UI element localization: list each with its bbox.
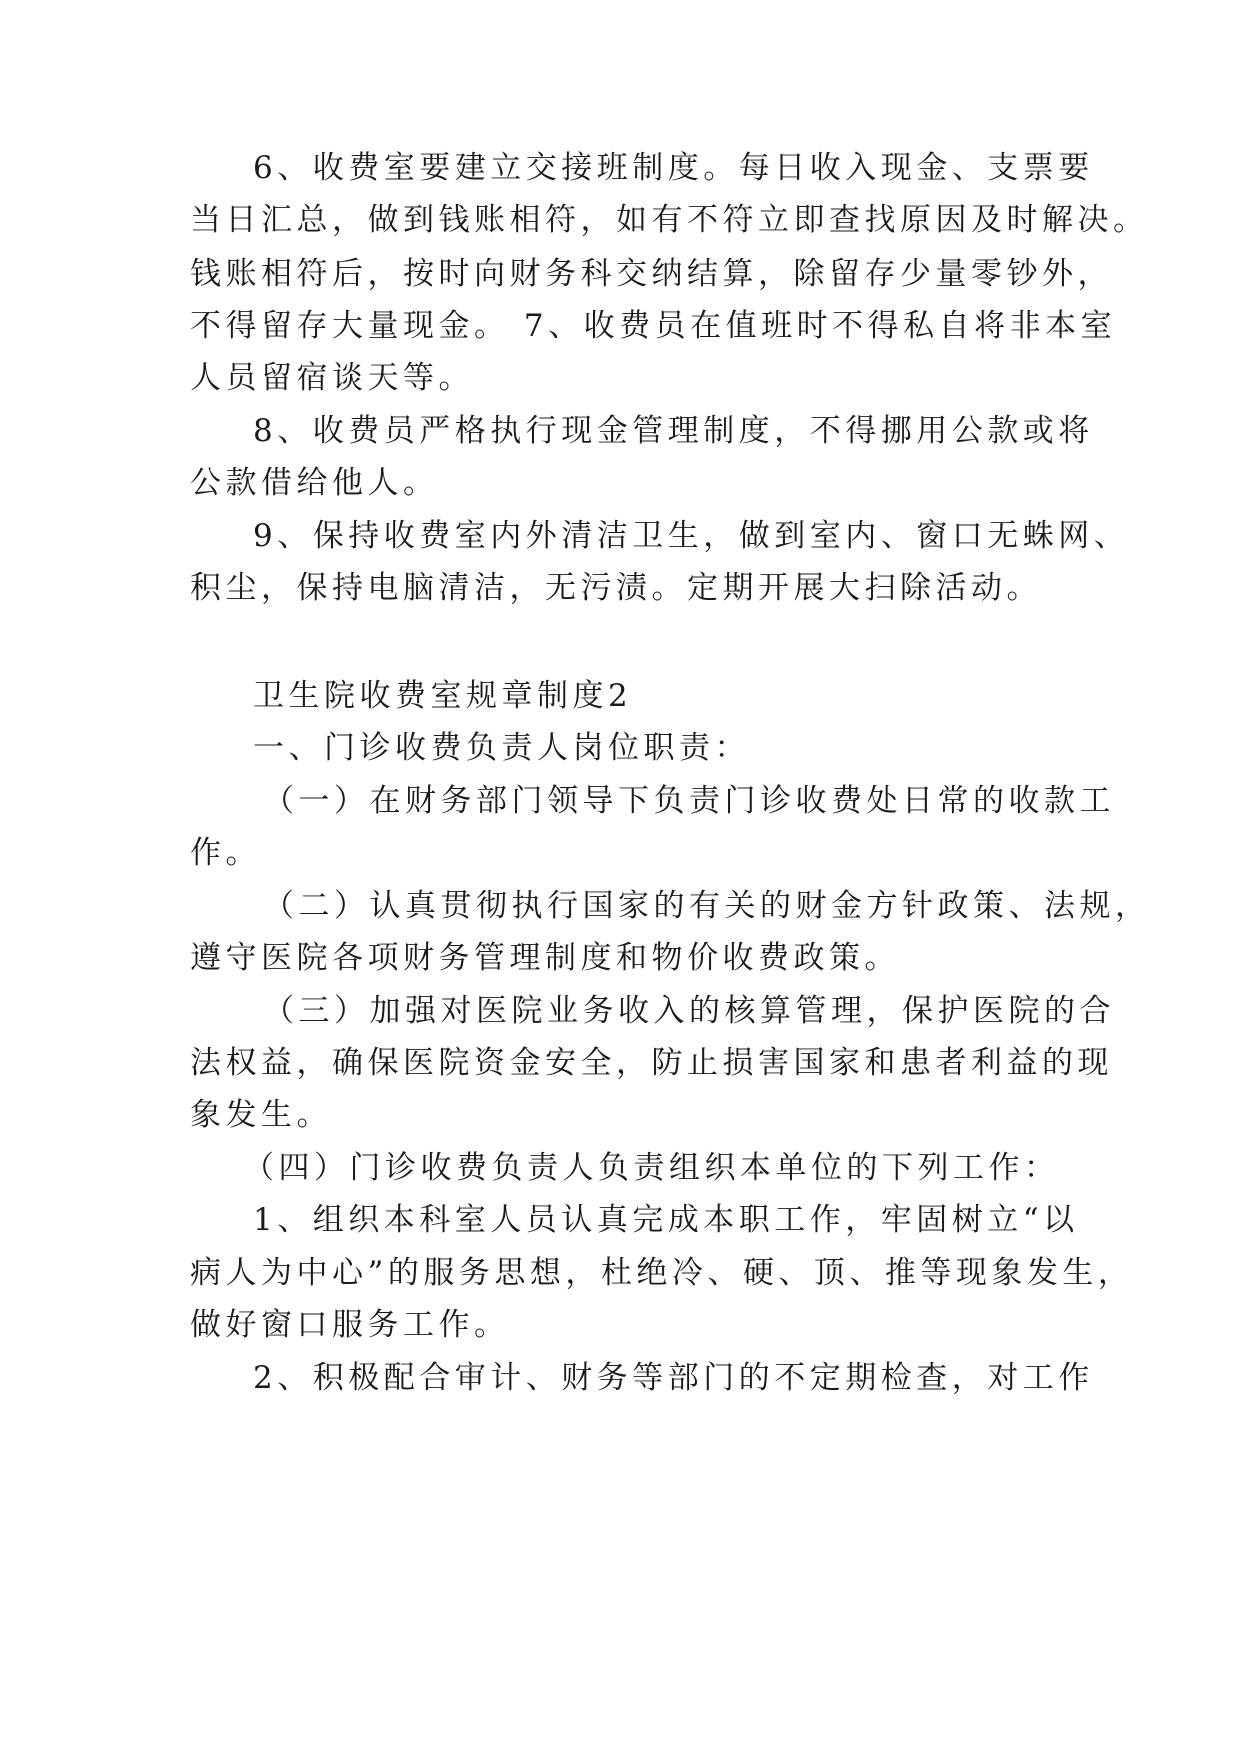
paragraph-line: 8、收费员严格执行现金管理制度，不得挪用公款或将 xyxy=(253,413,1094,449)
section-heading: 一、门诊收费负责人岗位职责： xyxy=(253,730,750,766)
paragraph-line: 遵守医院各项财务管理制度和物价收费政策。 xyxy=(190,940,900,976)
paragraph-line: 钱账相符后，按时向财务科交纳结算，除留存少量零钞外， xyxy=(190,256,1113,292)
section-title: 卫生院收费室规章制度2 xyxy=(253,678,633,714)
paragraph-line: 公款借给他人。 xyxy=(190,465,439,501)
paragraph-line: 不得留存大量现金。 7、收费员在值班时不得私自将非本室 xyxy=(190,308,1117,344)
paragraph-line: 2、积极配合审计、财务等部门的不定期检查，对工作 xyxy=(253,1360,1094,1396)
paragraph-line: 法权益，确保医院资金安全，防止损害国家和患者利益的现 xyxy=(190,1045,1113,1081)
paragraph-line: （一）在财务部门领导下负责门诊收费处日常的收款工 xyxy=(263,783,1115,819)
paragraph-line: （四）门诊收费负责人负责组织本单位的下列工作： xyxy=(243,1150,1060,1186)
paragraph-line: 9、保持收费室内外清洁卫生，做到室内、窗口无蛛网、 xyxy=(253,518,1130,554)
paragraph-line: 积尘，保持电脑清洁，无污渍。定期开展大扫除活动。 xyxy=(190,570,1042,606)
paragraph-line: 作。 xyxy=(190,835,261,871)
paragraph-line: 1、组织本科室人员认真完成本职工作，牢固树立“以 xyxy=(253,1202,1079,1238)
paragraph-line: 人员留宿谈天等。 xyxy=(190,360,474,396)
paragraph-line: 当日汇总，做到钱账相符，如有不符立即查找原因及时解决。 xyxy=(190,202,1149,238)
paragraph-line: （二）认真贯彻执行国家的有关的财金方针政策、法规， xyxy=(263,888,1151,924)
paragraph-line: 6、收费室要建立交接班制度。每日收入现金、支票要 xyxy=(253,150,1094,186)
paragraph-line: 病人为中心”的服务思想，杜绝冷、硬、顶、推等现象发生， xyxy=(190,1255,1134,1291)
paragraph-line: 做好窗口服务工作。 xyxy=(190,1307,510,1343)
paragraph-line: 象发生。 xyxy=(190,1097,332,1133)
paragraph-line: （三）加强对医院业务收入的核算管理，保护医院的合 xyxy=(263,993,1115,1029)
